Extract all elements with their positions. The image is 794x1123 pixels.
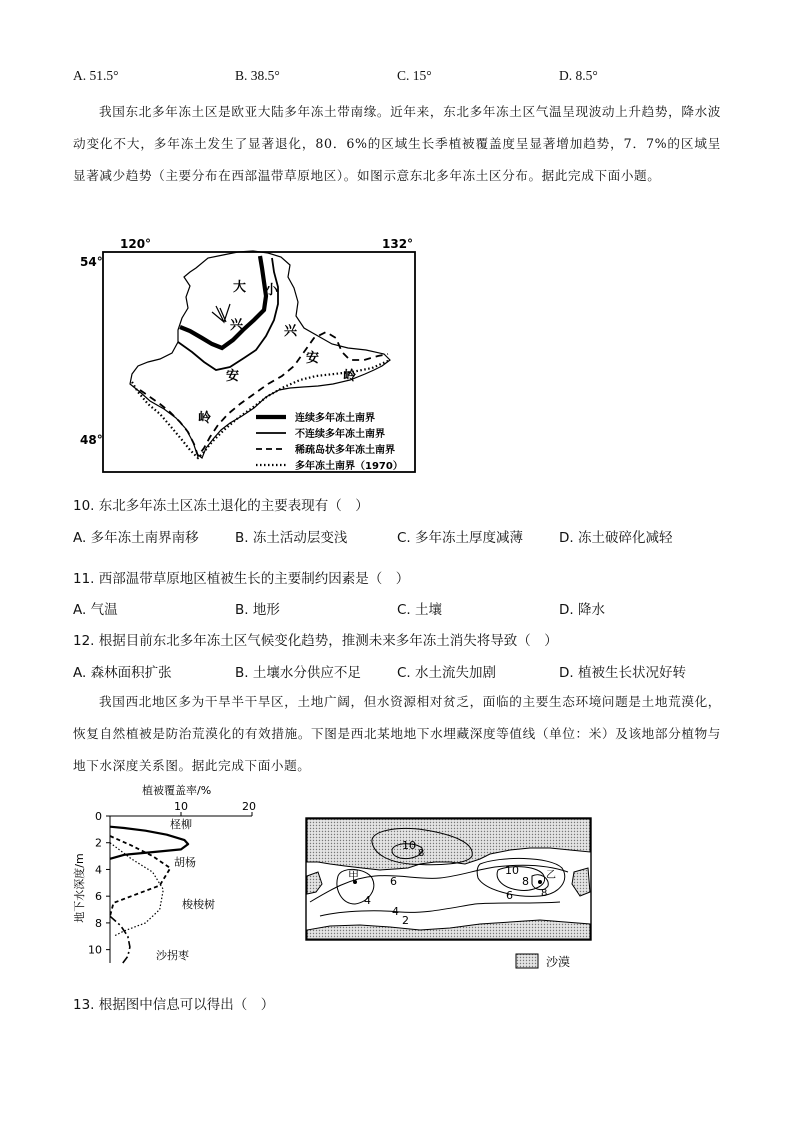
series-label-saxaul: 梭梭树: [182, 898, 215, 911]
contour-label-10-top: 10: [402, 839, 416, 852]
legend-desert-swatch: [516, 954, 538, 968]
label-ling-2: 岭: [343, 369, 357, 384]
chart-axes: [110, 812, 252, 963]
legend-sparse: 稀疏岛状多年冻土南界: [295, 445, 395, 456]
q12-option-d: D. 植被生长状况好转: [559, 665, 686, 681]
series-line-1: [110, 836, 170, 916]
series-line-3: [110, 916, 130, 963]
permafrost-map: [78, 232, 428, 482]
groundwater-contour-map: [300, 812, 600, 980]
q10-option-d: D. 冻土破碎化减轻: [559, 530, 673, 546]
q9-option-c: C. 15°: [397, 68, 432, 83]
y-tick-label-0: 0: [95, 810, 102, 823]
contour-label-4-left: 4: [364, 894, 371, 907]
lat-label-54: 54°: [80, 255, 103, 269]
contour-label-10-right: 10: [505, 864, 519, 877]
q10-option-c: C. 多年冻土厚度减薄: [397, 530, 524, 546]
contour-label-4-bottom: 4: [392, 905, 399, 918]
question-10-stem: 10. 东北多年冻土区冻土退化的主要表现有（ ）: [73, 498, 369, 514]
question-12-stem: 12. 根据目前东北多年冻土区气候变化趋势，推测未来多年冻土消失将导致（ ）: [73, 633, 558, 649]
label-da: 大: [233, 280, 247, 295]
contour-label-6-right: 6: [506, 889, 513, 902]
label-xing-2: 兴: [284, 324, 298, 339]
question-11-stem: 11. 西部温带草原地区植被生长的主要制约因素是（ ）: [73, 571, 410, 587]
legend-discontinuous: 不连续多年冻土南界: [295, 429, 385, 440]
label-an-1: 安: [226, 369, 240, 384]
passage-1: 我国东北多年冻土区是欧亚大陆多年冻土带南缘。近年来，东北多年冻土区气温呈现波动上升趋势，降水波动变化不大，多年冻土发生了显著退化，80．6%的区域生长季植被覆盖度呈显著增加趋势，7．7%的区域呈显著减少趋势（主要分布在西部温带草原地区）。如图示意东北多年冻土区分布。据此完成下面小题。: [73, 104, 721, 183]
q9-option-b: B. 38.5°: [235, 68, 280, 83]
chart-y-ticks: [88, 810, 110, 957]
q9-option-a: A. 51.5°: [73, 68, 119, 83]
lon-label-120: 120°: [120, 237, 152, 251]
chart-title: 植被覆盖率/%: [142, 784, 212, 797]
contour-label-6-left: 6: [390, 875, 397, 888]
label-yi: 乙: [546, 870, 556, 881]
q11-option-d: D. 降水: [559, 602, 605, 618]
chart-series: [110, 827, 188, 963]
q11-option-b: B. 地形: [235, 602, 280, 618]
x-tick-10: 10: [174, 800, 188, 813]
label-jia: 甲: [348, 869, 359, 882]
legend-desert-label: 沙漠: [546, 955, 571, 969]
lat-label-48: 48°: [80, 433, 103, 447]
contour-label-8-top: 8: [418, 848, 425, 859]
label-an-2: 安: [306, 351, 320, 366]
q12-option-b: B. 土壤水分供应不足: [235, 665, 361, 681]
vegetation-depth-chart: [70, 780, 270, 975]
legend-continuous: 连续多年冻土南界: [295, 413, 375, 424]
lon-label-132: 132°: [382, 237, 414, 251]
q12-option-c: C. 水土流失加剧: [397, 665, 497, 681]
legend-1970: 多年冻土南界（1970）: [295, 461, 403, 472]
y-tick-label-4: 4: [95, 863, 102, 877]
point-yi: [538, 880, 542, 884]
contour-label-8-yi: 8: [541, 888, 548, 899]
y-tick-label-2: 2: [95, 836, 102, 850]
y-tick-label-6: 6: [95, 890, 102, 904]
q10-option-b: B. 冻土活动层变浅: [235, 530, 348, 546]
contour-label-2-bottom: 2: [402, 914, 409, 927]
q10-option-a: A. 多年冻土南界南移: [73, 530, 199, 546]
label-xiao: 小: [265, 283, 279, 298]
passage-2: 我国西北地区多为干旱半干旱区，土地广阔，但水资源相对贫乏，面临的主要生态环境问题是土地荒漠化，恢复自然植被是防治荒漠化的有效措施。下图是西北某地地下水埋藏深度等值线（单位：米）及该地部分植物与地下水深度关系图。据此完成下面小题。: [73, 694, 721, 773]
x-tick-20: 20: [242, 800, 256, 813]
y-tick-label-10: 10: [88, 943, 102, 957]
q12-option-a: A. 森林面积扩张: [73, 665, 172, 681]
question-13-stem: 13. 根据图中信息可以得出（ ）: [73, 997, 275, 1013]
series-label-tamarisk: 柽柳: [170, 818, 192, 831]
series-label-calligonum: 沙拐枣: [156, 949, 189, 962]
label-xing-1: 兴: [230, 318, 244, 333]
y-tick-label-8: 8: [95, 916, 102, 930]
series-label-populus: 胡杨: [174, 856, 196, 869]
contour-label-8-right: 8: [522, 875, 529, 888]
label-ling-1: 岭: [198, 411, 212, 426]
q11-option-c: C. 土壤: [397, 602, 443, 618]
q11-option-a: A. 气温: [73, 602, 118, 618]
y-axis-label: 地下水深度/m: [73, 853, 86, 923]
q9-option-d: D. 8.5°: [559, 68, 598, 83]
